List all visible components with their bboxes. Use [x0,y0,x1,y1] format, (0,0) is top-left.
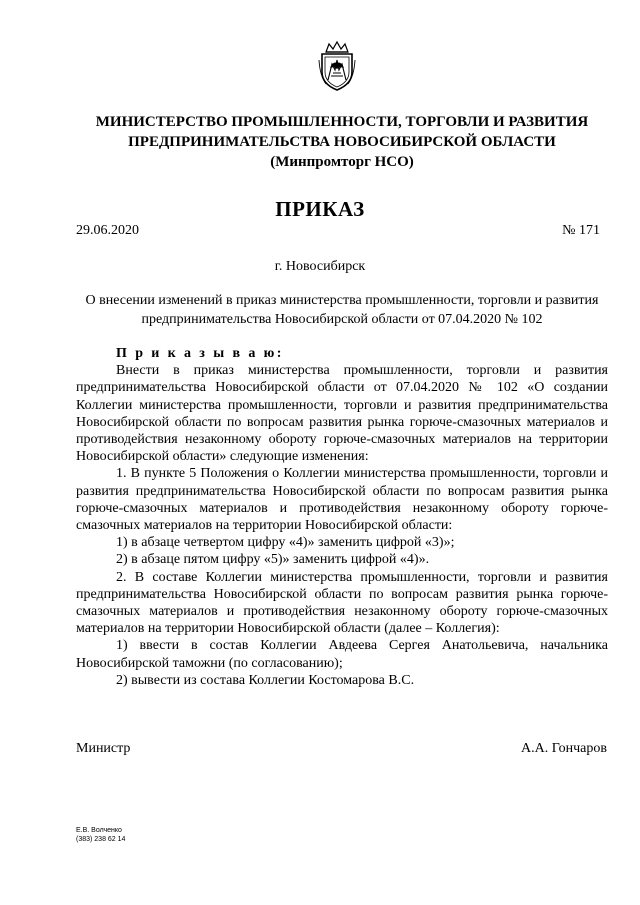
item-1-subitem-2: 2) в абзаце пятом цифру «5)» заменить цифрой «4)». [116,552,430,568]
order-word: П р и к а з ы в а ю: [116,346,284,361]
document-type-title: ПРИКАЗ [275,197,365,221]
ministry-name-line1: МИНИСТЕРСТВО ПРОМЫШЛЕННОСТИ, ТОРГОВЛИ И РАЗВИТИЯ [95,114,589,130]
item-1-subitem-1: 1) в абзаце четвертом цифру «4)» заменить цифрой «3)»; [116,535,455,551]
ministry-header [60,112,624,172]
executor-name: Е.В. Волченко [76,827,122,834]
ministry-name-line2: ПРЕДПРИНИМАТЕЛЬСТВА НОВОСИБИРСКОЙ ОБЛАСТИ [128,134,556,150]
document-date: 29.06.2020 [76,223,139,238]
document-city: г. Новосибирск [274,259,366,274]
item-2-subitem-1: 1) ввести в состав Коллегии Авдеева Сергея Анатольевича, начальника Новосибирской таможни (по согласованию); [76,638,608,671]
document-number: № 171 [562,223,600,238]
document-subject: О внесении изменений в приказ министерства промышленности, торговли и развития предпринимательства Новосибирской области от 07.04.2020 № 102 [85,293,599,327]
intro-paragraph: Внести в приказ министерства промышленности, торговли и развития предпринимательства Новосибирской области от 07.04.2020 № 102 «О создании Коллегии министерства промышленности, торговли и развития предпринимательства Новосибирской области по вопросам развития рынка горюче-смазочных материалов и противодействия незаконному обороту горюче-смазочных материалов на территории Новосибирской области» следующие изменения: [76,363,608,465]
item-1-paragraph: 1. В пункте 5 Положения о Коллегии министерства промышленности, торговли и развития предпринимательства Новосибирской области по вопросам развития рынка горюче-смазочных материалов и противодействия незаконному обороту горюче-смазочных материалов на территории Новосибирской области: [76,466,608,534]
executor-block [76,826,125,844]
executor-phone: (383) 238 62 14 [76,836,126,843]
ministry-short-name: (Минпромторг НСО) [270,154,414,170]
item-2-paragraph: 2. В составе Коллегии министерства промышленности, торговли и развития предпринимательства Новосибирской области по вопросам развития рынка горюче-смазочных материалов и противодействия незаконному обороту горюче-смазочных материалов на территории Новосибирской области (далее – Коллегия): [76,569,608,637]
signatory-name: А.А. Гончаров [521,741,607,756]
signatory-position: Министр [76,741,131,756]
item-2-subitem-2: 2) вывести из состава Коллегии Костомарова В.С. [116,672,415,688]
coat-of-arms-icon [318,40,356,92]
document-body [76,345,608,689]
